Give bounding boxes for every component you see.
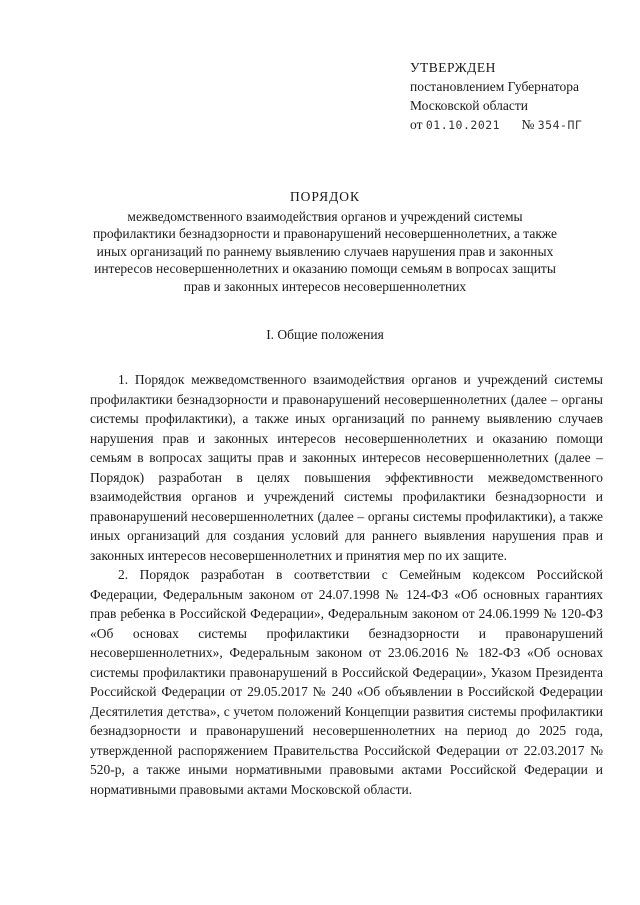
approval-stamp	[410, 58, 582, 135]
approval-date: 01.10.2021	[425, 118, 501, 132]
approval-heading: УТВЕРЖДЕН	[410, 60, 496, 75]
approval-number: 354-ПГ	[537, 118, 583, 132]
document-title: ПОРЯДОК	[289, 189, 361, 204]
approval-number-sign: №	[521, 117, 535, 132]
paragraph-2: 2. Порядок разработан в соответствии с Семейным кодексом Российской Федерации, Федеральным законом от 24.07.1998 № 124-ФЗ «Об основных гарантиях прав ребенка в Российской Федерации», Федеральным законом от 24.06.1999 № 120-ФЗ «Об основах системы профилактики безнадзорности и правонарушений несовершеннолетних», Федеральным законом от 23.06.2016 № 182-ФЗ «Об основах системы профилактики правонарушений в Российской Федерации», Указом Президента Российской Федерации от 29.05.2017 № 240 «Об объявлении в Российской Федерации Десятилетия детства», с учетом положений Концепции развития системы профилактики безнадзорности и правонарушений несовершеннолетних на период до 2025 года, утвержденной распоряжением Правительства Российской Федерации от 22.03.2017 № 520-р, а также иными нормативными правовыми актами Российской Федерации и нормативными правовыми актами Московской области.	[90, 567, 603, 797]
approval-line-1: постановлением Губернатора	[410, 79, 579, 94]
approval-date-number	[410, 115, 582, 135]
document-subtitle: межведомственного взаимодействия органов и учреждений системы профилактики безнадзорности и правонарушений несовершеннолетних, а также иных организаций по раннему выявлению случаев нарушения прав и законных интересов несовершеннолетних и оказанию помощи семьям в вопросах защиты прав и законных интересов несовершеннолетних	[92, 208, 558, 294]
document-body	[90, 370, 603, 799]
approval-line-2: Московской области	[410, 98, 529, 113]
section-heading: I. Общие положения	[266, 327, 384, 342]
document-title-block	[90, 188, 560, 295]
paragraph-1: 1. Порядок межведомственного взаимодействия органов и учреждений системы профилактики безнадзорности и правонарушений несовершеннолетних (далее – органы системы профилактики), а также иных организаций по раннему выявлению случаев нарушения прав и законных интересов несовершеннолетних и оказанию помощи семьям в вопросах защиты прав и законных интересов несовершеннолетних (далее – Порядок) разработан в целях повышения эффективности межведомственного взаимодействия органов и учреждений системы профилактики безнадзорности и правонарушений несовершеннолетних (далее – органы системы профилактики), а также иных организаций для создания условий для раннего выявления нарушения прав и законных интересов несовершеннолетних и принятия мер по их защите.	[90, 372, 603, 563]
approval-date-prefix: от	[410, 117, 423, 132]
